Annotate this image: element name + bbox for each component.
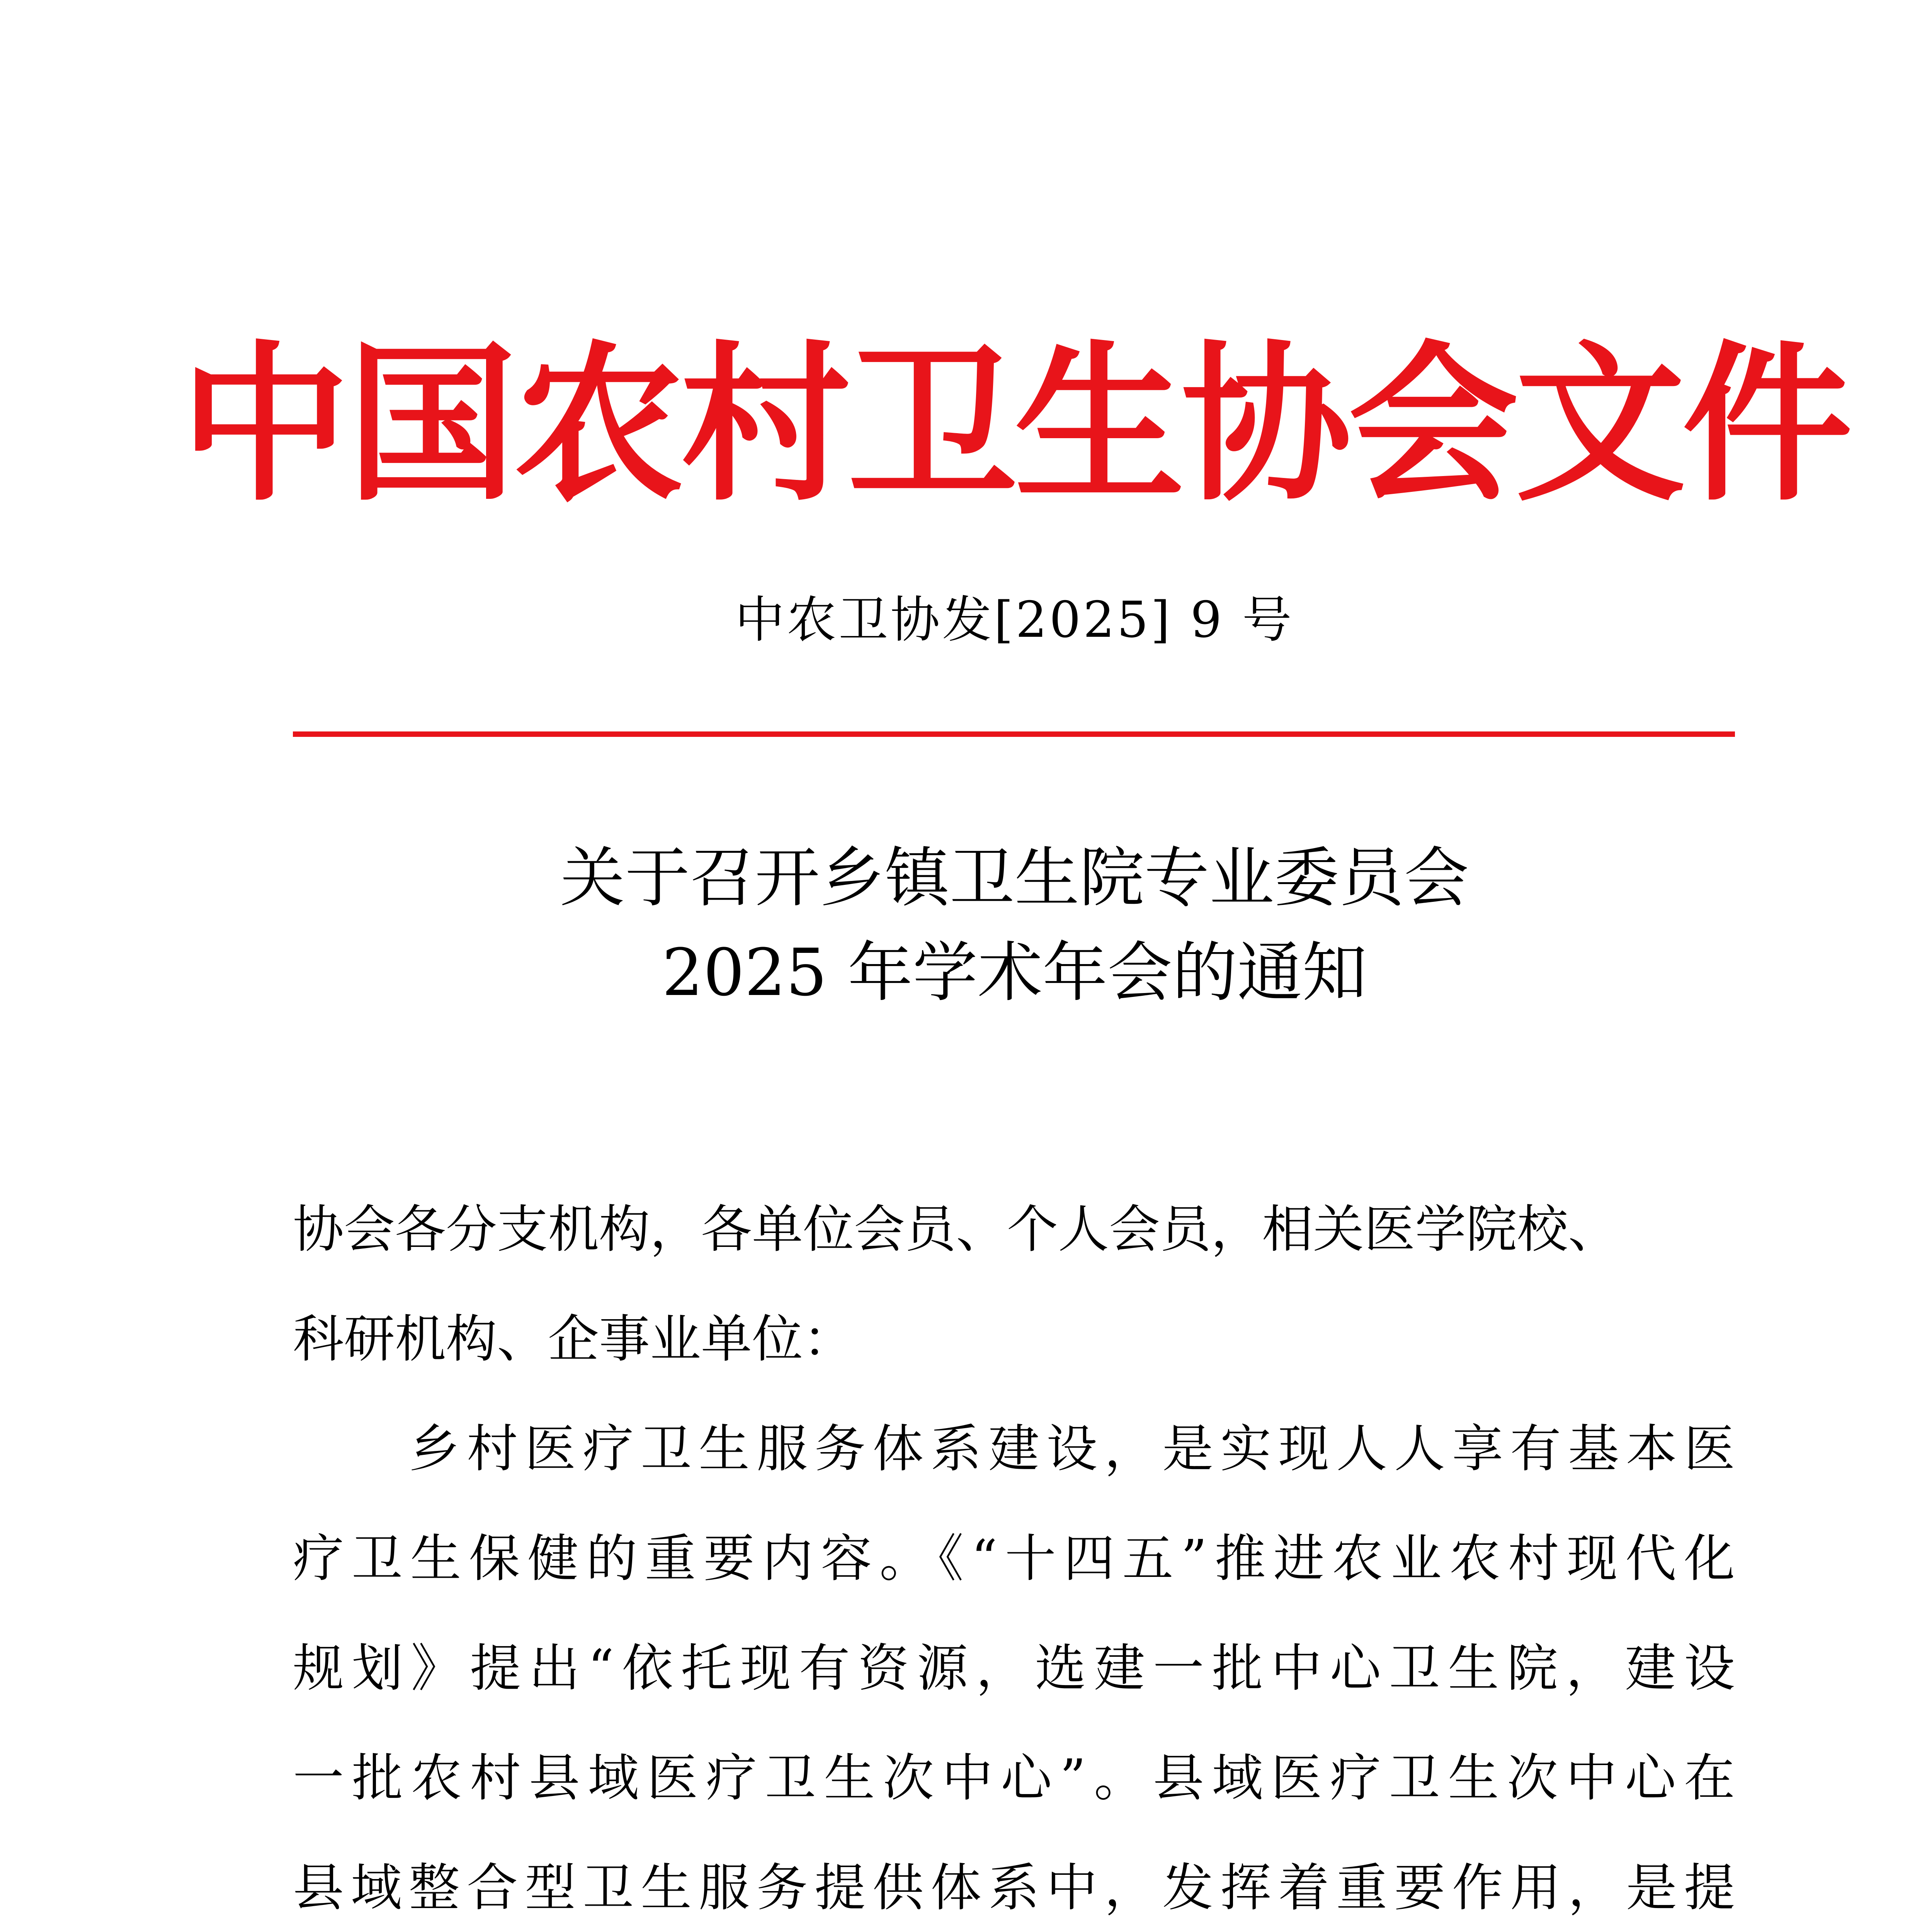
notice-title-line-2: 2025 年学术年会的通知 xyxy=(662,935,1367,1010)
body-line-6: 一批农村县域医疗卫生次中心”。县域医疗卫生次中心在 xyxy=(293,1748,1735,1808)
document-number: 中农卫协发[2025] 9 号 xyxy=(735,591,1294,649)
notice-title-line-1: 关于召开乡镇卫生院专业委员会 xyxy=(560,840,1469,916)
body-line-4: 疗卫生保健的重要内容。《“十四五”推进农业农村现代化 xyxy=(293,1529,1735,1588)
document-masthead: 中国农村卫生协会文件 xyxy=(180,326,1849,524)
body-line-1: 协会各分支机构，各单位会员、个人会员，相关医学院校、 xyxy=(293,1200,1619,1259)
notice-title xyxy=(0,831,1932,1020)
body-line-5: 规划》提出“依托现有资源，选建一批中心卫生院，建设 xyxy=(293,1639,1735,1698)
notice-body xyxy=(293,1175,1735,1932)
red-divider-rule xyxy=(293,731,1735,737)
body-line-7: 县域整合型卫生服务提供体系中，发挥着重要作用，是提 xyxy=(293,1858,1735,1918)
body-line-3: 乡村医疗卫生服务体系建设，是实现人人享有基本医 xyxy=(293,1419,1735,1479)
body-line-2: 科研机构、企事业单位： xyxy=(293,1310,854,1369)
